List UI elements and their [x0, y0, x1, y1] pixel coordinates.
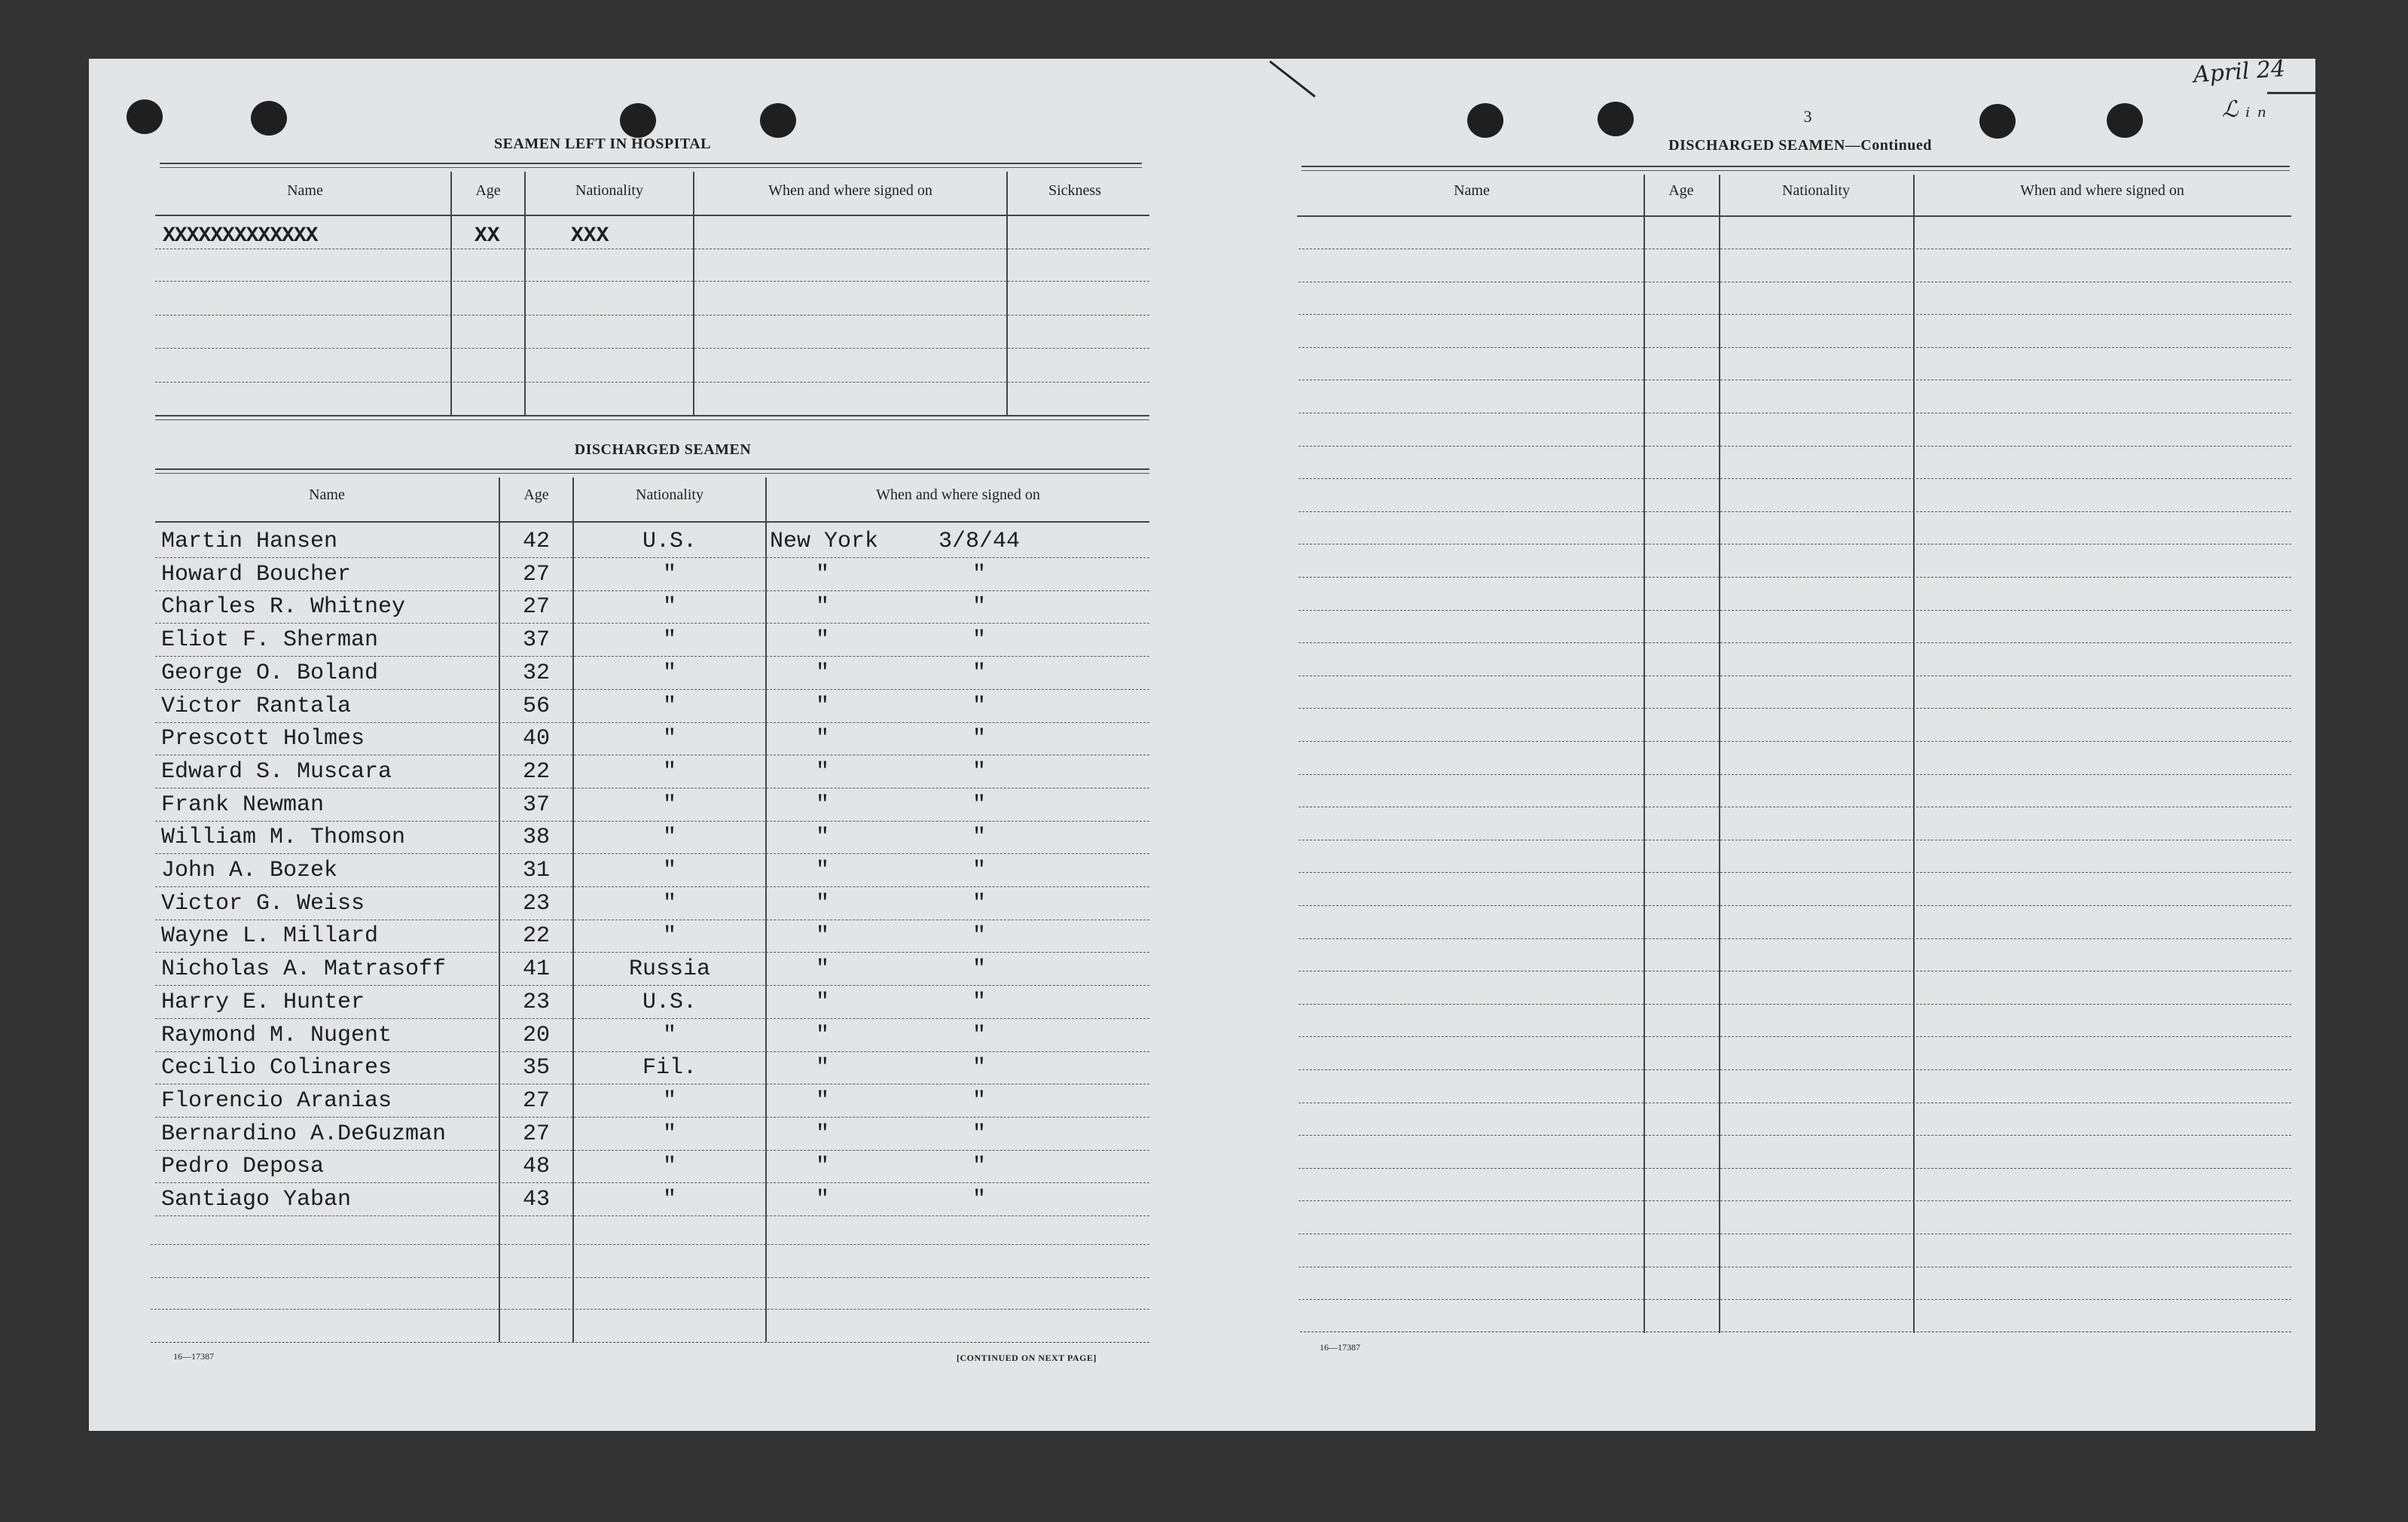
punch-hole: [760, 103, 796, 138]
blank-rule: [1299, 610, 2291, 611]
seaman-name: Wayne L. Millard: [161, 923, 379, 950]
seaman-nationality: ": [662, 1121, 676, 1147]
seaman-name: Pedro Deposa: [161, 1154, 325, 1180]
seaman-nationality: Russia: [628, 956, 711, 983]
seaman-signed-place: ": [815, 594, 829, 621]
blank-rule: [1299, 577, 2291, 578]
blank-rule: [1299, 314, 2291, 315]
seaman-name: Harry E. Hunter: [161, 989, 365, 1015]
blank-rule: [1299, 446, 2291, 447]
page-number: 3: [1803, 107, 1812, 126]
seaman-signed-place: ": [815, 825, 829, 851]
blank-rule: [1299, 1036, 2291, 1037]
seaman-signed-place: ": [815, 561, 829, 587]
seaman-nationality: U.S.: [642, 989, 697, 1015]
punch-hole: [1467, 103, 1503, 138]
row-rule: [155, 689, 1149, 690]
seaman-signed-place: ": [815, 956, 829, 983]
seaman-nationality: ": [662, 825, 676, 851]
seaman-signed-place: ": [815, 1022, 829, 1048]
seaman-signed-place: ": [815, 989, 829, 1015]
seaman-name: Florencio Aranias: [161, 1087, 392, 1114]
seaman-signed-date: ": [972, 923, 986, 950]
seaman-nationality: ": [662, 758, 676, 785]
seaman-nationality: ": [662, 627, 676, 654]
seaman-nationality: ": [662, 1187, 676, 1212]
seaman-signed-date: ": [972, 660, 986, 686]
blank-rule: [1299, 938, 2291, 939]
blank-rule: [1299, 905, 2291, 906]
punch-hole: [251, 101, 287, 136]
punch-hole: [1598, 102, 1634, 136]
seaman-age: 27: [522, 1087, 550, 1114]
seaman-age: 22: [522, 758, 550, 785]
row-rule: [155, 1215, 1149, 1216]
seaman-signed-place: ": [815, 1055, 829, 1081]
seaman-name: Victor G. Weiss: [161, 890, 365, 917]
seaman-age: 20: [522, 1022, 550, 1048]
seaman-signed-date: ": [972, 561, 986, 587]
continued-header-nationality: Nationality: [1782, 182, 1850, 199]
seaman-nationality: ": [662, 923, 676, 950]
seaman-age: 23: [522, 989, 550, 1015]
form-number-right: 16—17387: [1320, 1342, 1360, 1353]
seaman-signed-date: ": [972, 594, 986, 621]
seaman-name: Raymond M. Nugent: [161, 1022, 392, 1048]
blank-rule: [1299, 642, 2291, 643]
seaman-age: 38: [522, 825, 550, 851]
row-rule: [155, 1018, 1149, 1019]
seaman-name: John A. Bozek: [161, 858, 338, 883]
seaman-signed-place: ": [815, 890, 829, 917]
seaman-signed-place: ": [815, 1187, 829, 1212]
row-rule: [155, 821, 1149, 822]
seaman-signed-date: ": [972, 989, 986, 1015]
seaman-age: 37: [522, 792, 550, 818]
seaman-name: Victor Rantala: [161, 693, 352, 719]
blank-rule: [1299, 708, 2291, 709]
seaman-signed-date: ": [972, 858, 986, 883]
hospital-entry-nationality-struck: XXX: [571, 224, 609, 248]
row-rule: [155, 1150, 1149, 1151]
blank-rule: [1299, 1168, 2291, 1169]
seaman-signed-place: ": [815, 1154, 829, 1180]
seaman-signed-date: ": [972, 758, 986, 785]
seaman-signed-date: ": [972, 825, 986, 851]
seaman-signed-date: 3/8/44: [938, 529, 1021, 554]
seaman-name: Charles R. Whitney: [161, 594, 406, 621]
seaman-age: 42: [522, 529, 550, 554]
seaman-nationality: ": [662, 594, 676, 621]
seaman-nationality: Fil.: [642, 1055, 697, 1081]
seaman-age: 31: [522, 858, 550, 883]
seaman-signed-date: ": [972, 726, 986, 752]
discharged-title: DISCHARGED SEAMEN: [574, 441, 752, 458]
row-rule: [155, 623, 1149, 624]
blank-rule: [1299, 1299, 2291, 1300]
seaman-signed-date: ": [972, 693, 986, 719]
punch-hole: [2107, 103, 2143, 138]
continued-header-name: Name: [1454, 182, 1490, 199]
row-rule: [155, 1051, 1149, 1052]
seaman-signed-date: ": [972, 956, 986, 983]
row-rule: [155, 1117, 1149, 1118]
seaman-nationality: ": [662, 1154, 676, 1180]
blank-rule: [1299, 347, 2291, 348]
seaman-signed-place: ": [815, 923, 829, 950]
row-rule: [155, 557, 1149, 558]
seaman-signed-place: ": [815, 660, 829, 686]
blank-rule: [1299, 1135, 2291, 1136]
seaman-signed-place: ": [815, 726, 829, 752]
seaman-age: 27: [522, 1121, 550, 1147]
hospital-entry-age-struck: XX: [475, 224, 500, 248]
punch-hole: [1979, 104, 2016, 139]
row-rule: [155, 952, 1149, 953]
seaman-signed-place: New York: [770, 529, 879, 554]
seaman-name: Eliot F. Sherman: [161, 627, 379, 654]
seaman-age: 43: [522, 1187, 550, 1212]
seaman-age: 35: [522, 1055, 550, 1081]
hospital-header-signed-on: When and where signed on: [768, 182, 932, 199]
blank-rule: [1299, 872, 2291, 873]
form-number: 16—17387: [173, 1351, 214, 1362]
seaman-signed-date: ": [972, 1055, 986, 1081]
seaman-signed-date: ": [972, 1187, 986, 1212]
hospital-header-age: Age: [475, 182, 501, 199]
seaman-signed-date: ": [972, 1154, 986, 1180]
seaman-name: Martin Hansen: [161, 529, 338, 554]
handwritten-initials: ℒ ᵢ ₙ: [2222, 96, 2266, 123]
continued-header-age: Age: [1668, 182, 1694, 199]
blank-rule: [1299, 1200, 2291, 1201]
handwritten-date-note: April 24: [2192, 55, 2287, 89]
seaman-name: Bernardino A.DeGuzman: [161, 1121, 447, 1147]
discharged-header-name: Name: [309, 486, 345, 503]
discharged-header-age: Age: [523, 486, 549, 503]
seaman-nationality: ": [662, 1022, 676, 1048]
seaman-age: 41: [522, 956, 550, 983]
hospital-header-nationality: Nationality: [575, 182, 643, 199]
continued-note: [CONTINUED ON NEXT PAGE]: [957, 1353, 1097, 1363]
seaman-signed-place: ": [815, 758, 829, 785]
punch-hole: [620, 103, 656, 138]
row-rule: [155, 1182, 1149, 1183]
seaman-nationality: U.S.: [642, 529, 697, 554]
seaman-name: Santiago Yaban: [161, 1187, 352, 1212]
seaman-age: 56: [522, 693, 550, 719]
seaman-name: Howard Boucher: [161, 561, 352, 587]
seaman-age: 23: [522, 890, 550, 917]
seaman-nationality: ": [662, 561, 676, 587]
seaman-nationality: ": [662, 858, 676, 883]
continued-header-signed-on: When and where signed on: [2020, 182, 2184, 199]
seaman-name: Edward S. Muscara: [161, 758, 392, 785]
seaman-name: Cecilio Colinares: [161, 1055, 392, 1081]
blank-rule: [1299, 511, 2291, 512]
seaman-name: Frank Newman: [161, 792, 325, 818]
continued-title: DISCHARGED SEAMEN—Continued: [1668, 137, 1932, 154]
hospital-title: SEAMEN LEFT IN HOSPITAL: [493, 136, 712, 152]
seaman-age: 27: [522, 561, 550, 587]
seaman-signed-date: ": [972, 1121, 986, 1147]
handwritten-underline: [2267, 92, 2330, 94]
row-rule: [155, 853, 1149, 854]
seaman-age: 22: [522, 923, 550, 950]
blank-rule: [1299, 741, 2291, 742]
seaman-signed-place: ": [815, 792, 829, 818]
row-rule: [155, 590, 1149, 591]
document-page: [89, 59, 2315, 1431]
row-rule: [155, 722, 1149, 723]
seaman-signed-date: ": [972, 890, 986, 917]
seaman-nationality: ": [662, 792, 676, 818]
seaman-name: Prescott Holmes: [161, 726, 365, 752]
seaman-signed-place: ": [815, 1087, 829, 1114]
seaman-name: Nicholas A. Matrasoff: [161, 956, 447, 983]
row-rule: [155, 886, 1149, 887]
seaman-nationality: ": [662, 660, 676, 686]
seaman-age: 37: [522, 627, 550, 654]
punch-hole: [127, 99, 163, 134]
seaman-nationality: ": [662, 1087, 676, 1114]
seaman-signed-date: ": [972, 792, 986, 818]
blank-rule: [1299, 1069, 2291, 1070]
discharged-header-nationality: Nationality: [636, 486, 703, 503]
hospital-header-name: Name: [287, 182, 323, 199]
seaman-nationality: ": [662, 693, 676, 719]
seaman-age: 40: [522, 726, 550, 752]
blank-rule: [1299, 774, 2291, 775]
row-rule: [155, 656, 1149, 657]
seaman-signed-place: ": [815, 1121, 829, 1147]
seaman-name: George O. Boland: [161, 660, 379, 686]
row-rule: [155, 985, 1149, 986]
hospital-header-sickness: Sickness: [1048, 182, 1101, 199]
seaman-signed-date: ": [972, 1087, 986, 1114]
discharged-header-signed-on: When and where signed on: [876, 486, 1040, 503]
seaman-signed-date: ": [972, 1022, 986, 1048]
hospital-entry-name-struck: XXXXXXXXXXXXX: [163, 224, 318, 248]
blank-rule: [1299, 478, 2291, 479]
blank-rule: [1299, 1004, 2291, 1005]
seaman-signed-place: ": [815, 858, 829, 883]
seaman-nationality: ": [662, 890, 676, 917]
seaman-age: 27: [522, 594, 550, 621]
seaman-nationality: ": [662, 726, 676, 752]
seaman-signed-place: ": [815, 627, 829, 654]
seaman-age: 32: [522, 660, 550, 686]
seaman-name: William M. Thomson: [161, 825, 406, 851]
seaman-signed-place: ": [815, 693, 829, 719]
seaman-signed-date: ": [972, 627, 986, 654]
seaman-age: 48: [522, 1154, 550, 1180]
